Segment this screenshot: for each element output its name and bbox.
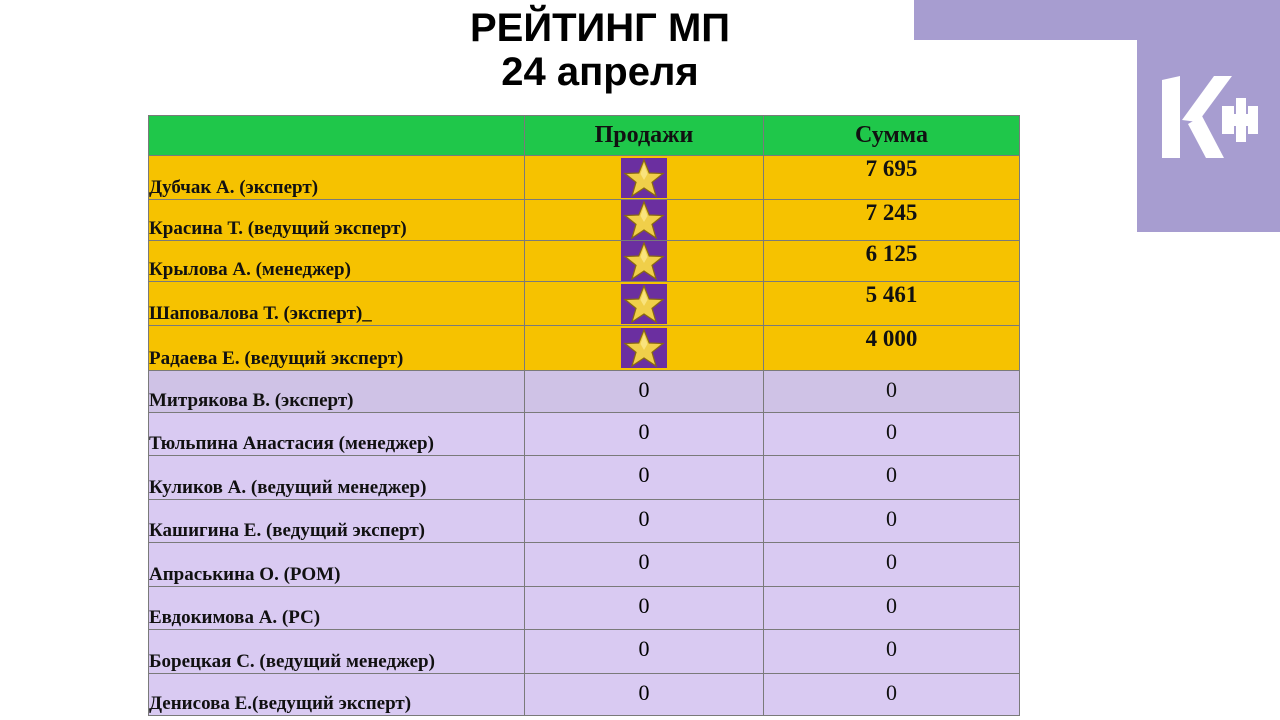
table-row [149,413,1020,456]
sum-value: 0 [764,456,1020,500]
sales-cell [525,241,764,282]
sum-value: 0 [764,413,1020,456]
sum-value: 0 [764,630,1020,674]
decor-bar-top [914,0,1280,40]
table-row [149,630,1020,674]
employee-name: Крылова А. (менеджер) [149,241,525,282]
star-icon [621,284,667,324]
sales-value: 0 [525,413,764,456]
sum-value: 0 [764,371,1020,413]
employee-name: Кашигина Е. (ведущий эксперт) [149,500,525,543]
table-row [149,674,1020,716]
rating-table [148,115,1020,716]
employee-name: Борецкая С. (ведущий менеджер) [149,630,525,674]
employee-name: Дубчак А. (эксперт) [149,156,525,200]
table-row [149,156,1020,200]
table-row [149,241,1020,282]
employee-name: Евдокимова А. (РС) [149,587,525,630]
table-row [149,456,1020,500]
title-line-2: 24 апреля [501,50,699,94]
company-logo-icon [1160,72,1260,162]
employee-name: Красина Т. (ведущий эксперт) [149,200,525,241]
sales-value: 0 [525,543,764,587]
star-icon [621,200,667,240]
header-cell-sales: Продажи [525,116,764,156]
employee-name: Апраськина О. (РОМ) [149,543,525,587]
page-title [300,6,900,94]
employee-name: Радаева Е. (ведущий эксперт) [149,326,525,371]
sum-value: 6 125 [764,241,1020,282]
header-cell-name [149,116,525,156]
sales-value: 0 [525,587,764,630]
employee-name: Шаповалова Т. (эксперт)_ [149,282,525,326]
table-row [149,326,1020,371]
table-row [149,543,1020,587]
sales-cell [525,282,764,326]
employee-name: Тюльпина Анастасия (менеджер) [149,413,525,456]
employee-name: Митрякова В. (эксперт) [149,371,525,413]
sales-value: 0 [525,630,764,674]
sales-value: 0 [525,371,764,413]
header-cell-sum: Сумма [764,116,1020,156]
star-icon [621,328,667,368]
title-line-1: РЕЙТИНГ МП [469,6,731,50]
star-icon [621,241,667,281]
table-header-row [149,116,1020,156]
table-row [149,371,1020,413]
employee-name: Денисова Е.(ведущий эксперт) [149,674,525,716]
table-row [149,282,1020,326]
sum-value: 0 [764,674,1020,716]
table-row [149,587,1020,630]
sum-value: 7 245 [764,200,1020,241]
sum-value: 0 [764,543,1020,587]
sum-value: 0 [764,587,1020,630]
sum-value: 4 000 [764,326,1020,371]
sum-value: 7 695 [764,156,1020,200]
sales-value: 0 [525,674,764,716]
sum-value: 0 [764,500,1020,543]
star-icon [621,158,667,198]
sales-value: 0 [525,456,764,500]
sales-cell [525,156,764,200]
table-row [149,500,1020,543]
sales-value: 0 [525,500,764,543]
table-row [149,200,1020,241]
sum-value: 5 461 [764,282,1020,326]
sales-cell [525,326,764,371]
employee-name: Куликов А. (ведущий менеджер) [149,456,525,500]
sales-cell [525,200,764,241]
